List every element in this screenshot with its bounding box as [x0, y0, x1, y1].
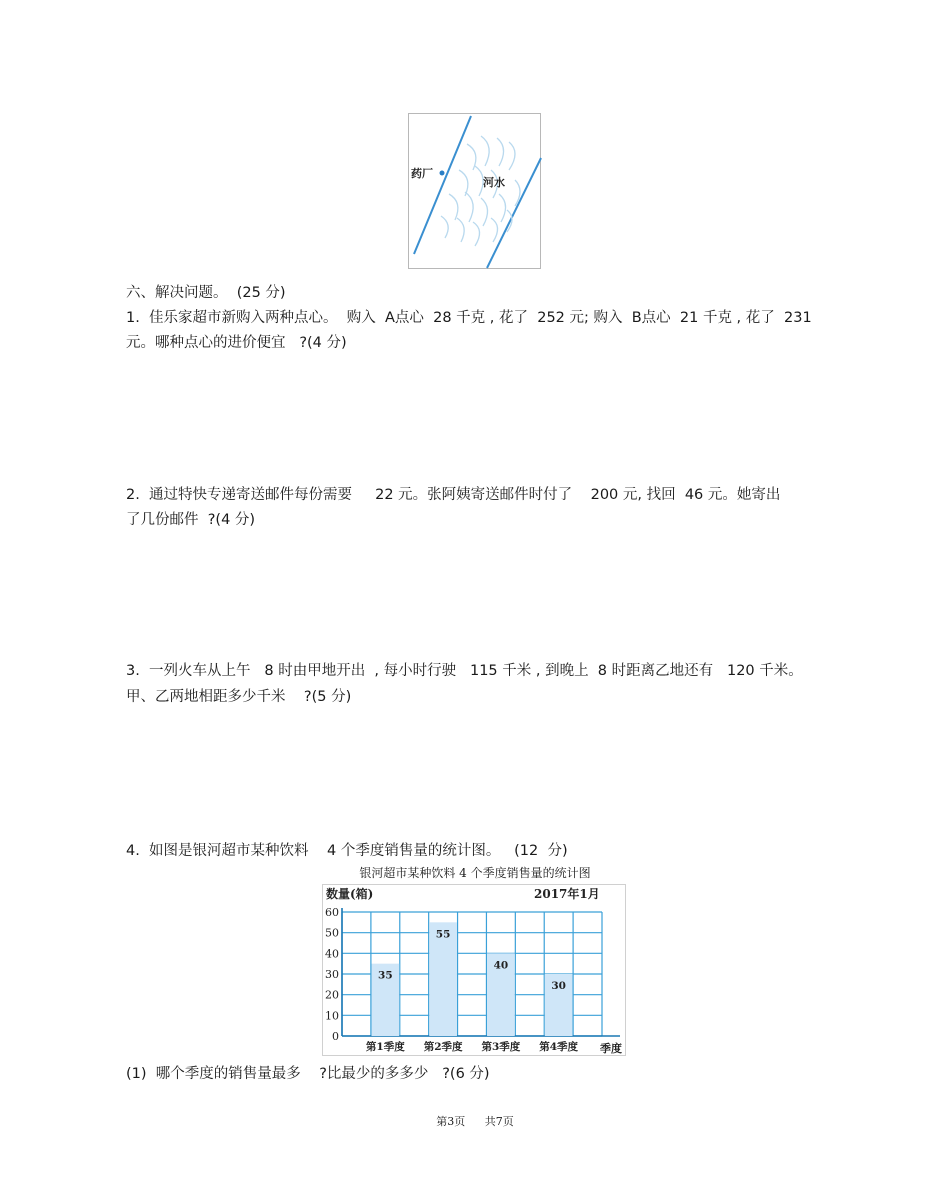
- problem-3-line-2: 甲、乙两地相距多少千米 ?(5 分): [126, 689, 352, 705]
- river-water-ripples: [441, 136, 520, 246]
- y-tick-label: 30: [325, 968, 339, 981]
- x-tick-label: 第4季度: [539, 1041, 579, 1053]
- chart-frame: [323, 885, 626, 1056]
- section-heading: 六、解决问题。 (25 分): [126, 285, 286, 301]
- bar-value-label: 40: [493, 959, 509, 972]
- bar-chart-svg: [322, 884, 626, 1056]
- x-tick-label: 第3季度: [481, 1041, 521, 1053]
- chart-date-note: 2017年1月: [534, 887, 600, 901]
- bar-chart: [322, 884, 626, 1056]
- problem-3-line-1: 3. 一列火车从上午 8 时由甲地开出 , 每小时行驶 115 千米 , 到晚上 8 时距离乙地还有 120 千米。: [126, 663, 803, 679]
- page-footer: [0, 1113, 950, 1129]
- bar-value-label: 55: [435, 928, 451, 941]
- subquestion-1: (1) 哪个季度的销售量最多 ?比最少的多多少 ?(6 分): [126, 1066, 490, 1082]
- page-total: 共7页: [484, 1115, 514, 1128]
- bar-value-label: 30: [551, 980, 566, 992]
- y-tick-label: 40: [325, 947, 339, 961]
- y-tick-label: 50: [325, 926, 339, 940]
- river-diagram: [409, 114, 542, 270]
- y-axis-title: 数量(箱): [326, 887, 374, 901]
- x-tick-label: 第2季度: [423, 1041, 463, 1053]
- x-axis-title: 季度: [600, 1042, 622, 1055]
- problem-1-line-2: 元。哪种点心的进价便宜 ?(4 分): [126, 335, 347, 351]
- problem-2-line-1: 2. 通过特快专递寄送邮件每份需要 22 元。张阿姨寄送邮件时付了 200 元, 找回 46 元。她寄出: [126, 487, 781, 503]
- y-tick-label: 60: [325, 906, 339, 919]
- chart-title: 银河超市某种饮料 4 个季度销售量的统计图: [359, 866, 591, 880]
- bar-value-label: 35: [378, 969, 393, 982]
- y-tick-label: 20: [325, 988, 339, 1002]
- factory-marker: [440, 171, 445, 176]
- problem-2-line-2: 了几份邮件 ?(4 分): [126, 512, 256, 528]
- problem-1-line-1: 1. 佳乐家超市新购入两种点心。 购入 A点心 28 千克 , 花了 252 元; 购入 B点心 21 千克 , 花了 231: [126, 310, 812, 326]
- x-tick-label: 第1季度: [365, 1041, 405, 1053]
- river-label: 河水: [483, 176, 505, 189]
- factory-label: 药厂: [411, 167, 433, 180]
- river-figure: [408, 113, 541, 269]
- y-tick-label: 10: [325, 1009, 339, 1023]
- page-number: 第3页: [436, 1115, 466, 1128]
- river-bank-left: [414, 116, 471, 254]
- y-tick-label: 0: [332, 1030, 339, 1043]
- problem-4-line-1: 4. 如图是银河超市某种饮料 4 个季度销售量的统计图。 (12 分): [126, 843, 568, 859]
